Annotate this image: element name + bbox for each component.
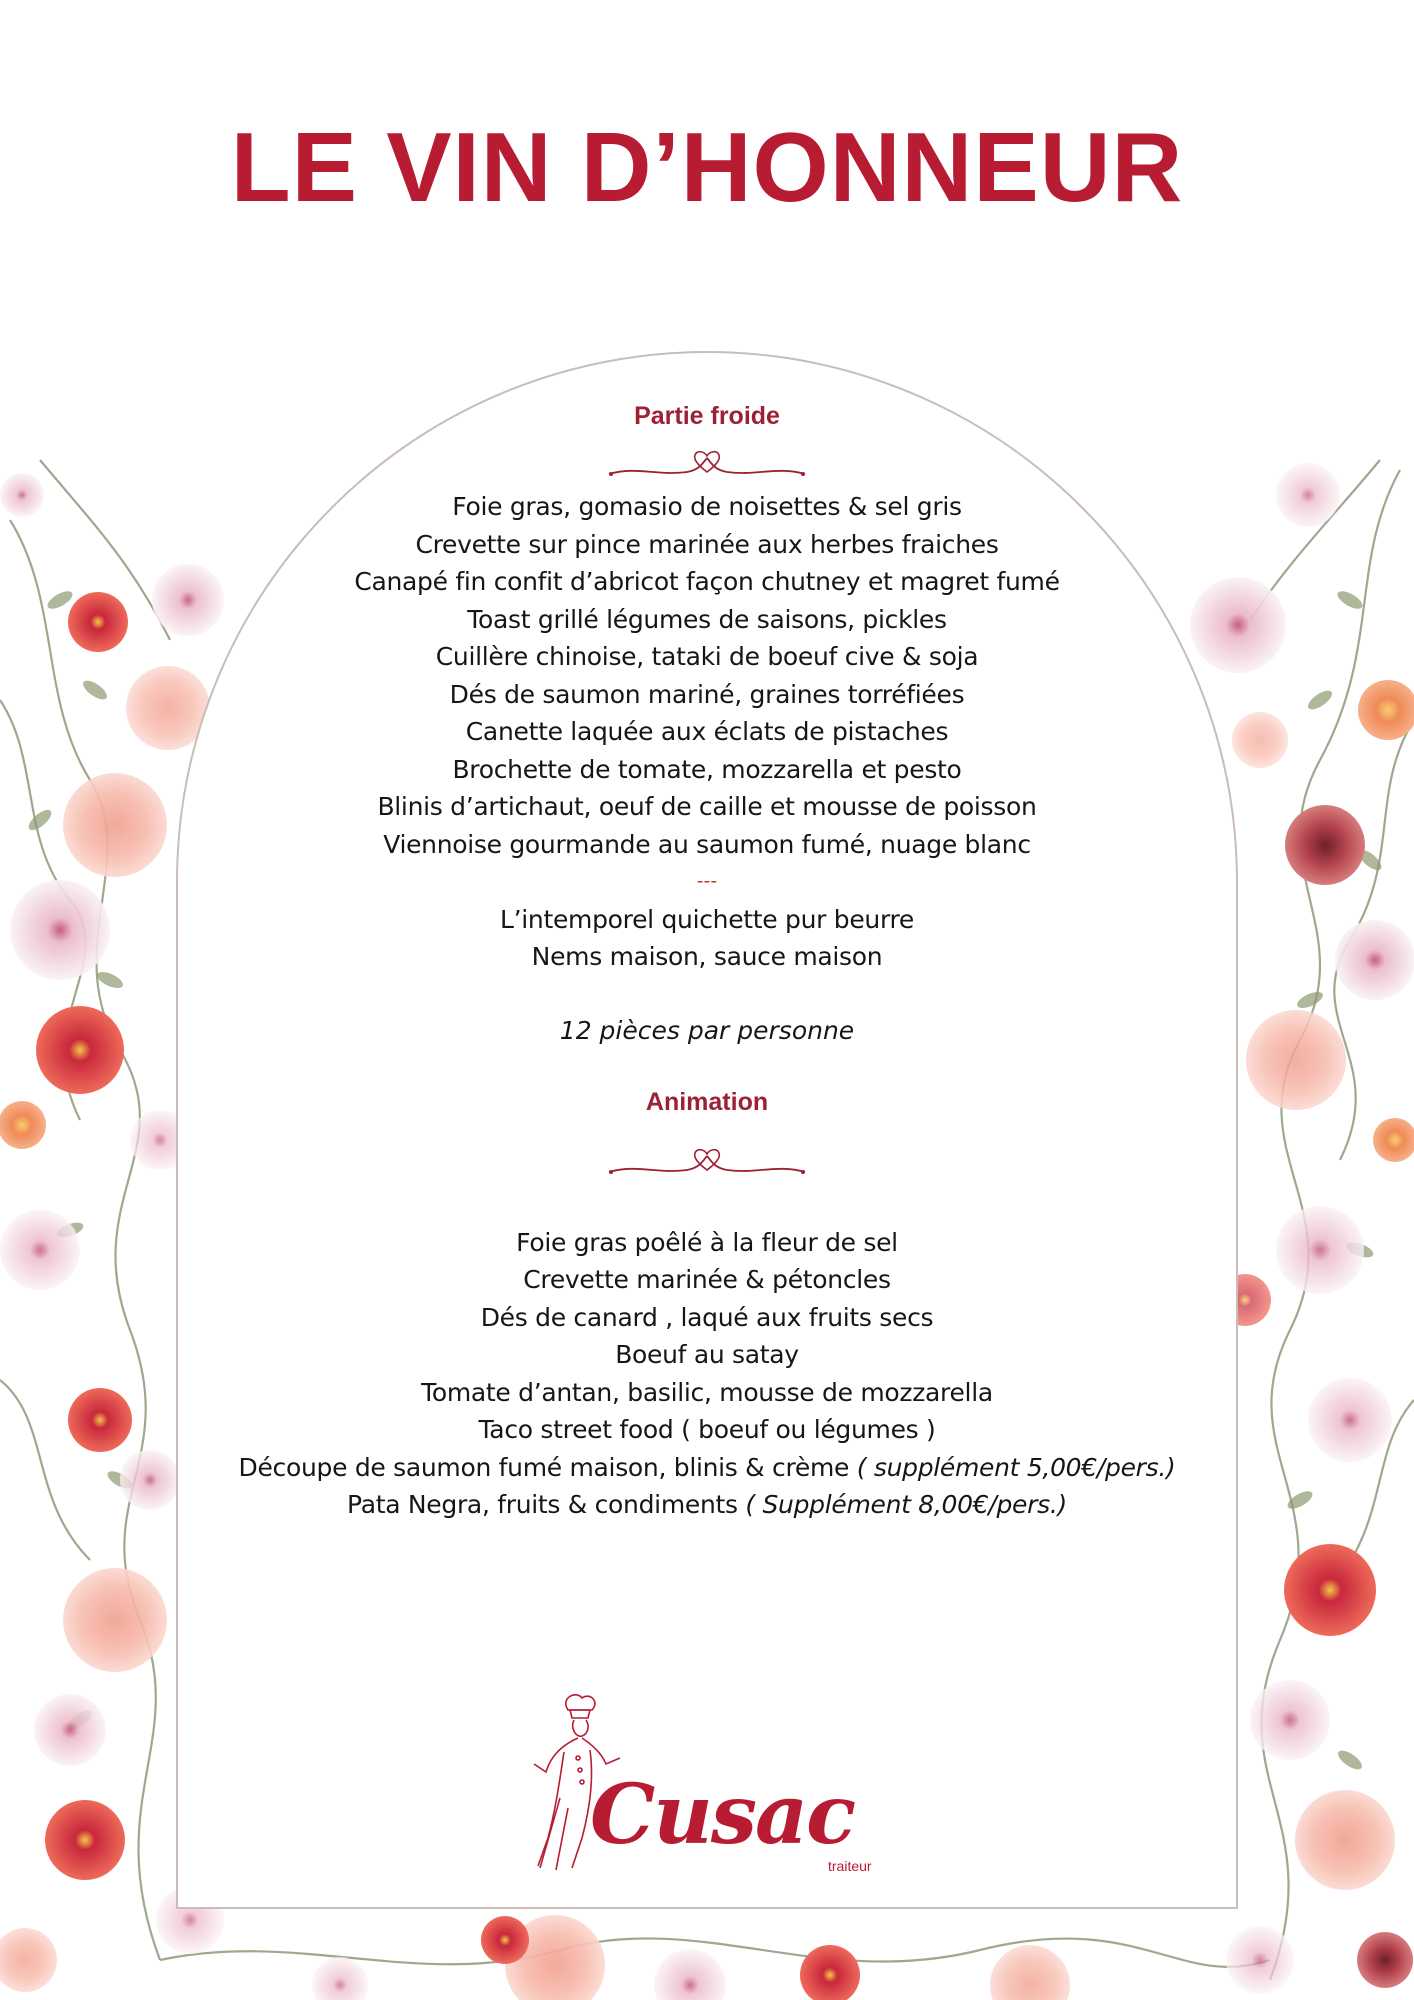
heart-flourish-icon	[607, 446, 807, 486]
menu-content	[176, 396, 1238, 1524]
list-item: Crevette marinée & pétoncles	[523, 1265, 891, 1294]
list-item: Dés de saumon mariné, graines torréfiées	[449, 679, 965, 709]
list-item-supplement	[176, 1449, 1238, 1487]
list-item: Toast grillé légumes de saisons, pickles	[467, 604, 947, 634]
list-item: Tomate d’antan, basilic, mousse de mozzarella	[421, 1377, 993, 1407]
supplement-note: ( supplément 5,00€/pers.)	[856, 1452, 1176, 1482]
list-item: Boeuf au satay	[615, 1340, 799, 1369]
cold-section	[176, 396, 1238, 1049]
animation-dish-list	[176, 1224, 1238, 1524]
logo-wordmark: Cusac	[590, 1767, 855, 1863]
list-item: Viennoise gourmande au saumon fumé, nuage blanc	[383, 829, 1031, 859]
section-title-animation: Animation	[645, 1087, 769, 1116]
list-item: L’intemporel quichette pur beurre	[499, 904, 914, 934]
cusac-traiteur-logo	[520, 1688, 890, 1888]
list-item: Foie gras, gomasio de noisettes & sel gris	[452, 492, 962, 521]
dish-text: Pata Negra, fruits & condiments	[347, 1490, 746, 1519]
page-title: LE VIN D’HONNEUR	[230, 112, 1184, 222]
cold-dish-list	[176, 488, 1238, 863]
pieces-per-person-note: 12 pièces par personne	[559, 1015, 855, 1045]
list-item: Dés de canard , laqué aux fruits secs	[480, 1302, 934, 1332]
list-item: Crevette sur pince marinée aux herbes fraiches	[415, 529, 999, 559]
list-item: Taco street food ( boeuf ou légumes )	[478, 1415, 936, 1444]
list-item: Foie gras poêlé à la fleur de sel	[516, 1227, 898, 1257]
animation-section	[176, 1082, 1238, 1524]
heart-flourish-icon	[607, 1144, 807, 1184]
list-item: Nems maison, sauce maison	[531, 942, 883, 971]
list-item: Brochette de tomate, mozzarella et pesto	[452, 754, 962, 784]
list-item-supplement	[176, 1486, 1238, 1524]
list-item: Canapé fin confit d’abricot façon chutney et magret fumé	[354, 567, 1060, 596]
logo-subtitle: traiteur	[828, 1858, 872, 1874]
list-item: Blinis d’artichaut, oeuf de caille et mousse de poisson	[377, 792, 1037, 821]
cold-extra-list	[176, 901, 1238, 976]
list-item: Cuillère chinoise, tataki de boeuf cive & soja	[435, 642, 979, 671]
dish-separator: ---	[696, 870, 718, 892]
list-item: Canette laquée aux éclats de pistaches	[465, 717, 949, 746]
supplement-note: ( Supplément 8,00€/pers.)	[745, 1490, 1067, 1519]
dish-text: Découpe de saumon fumé maison, blinis & crème	[238, 1452, 857, 1482]
section-title-cold: Partie froide	[634, 402, 780, 430]
